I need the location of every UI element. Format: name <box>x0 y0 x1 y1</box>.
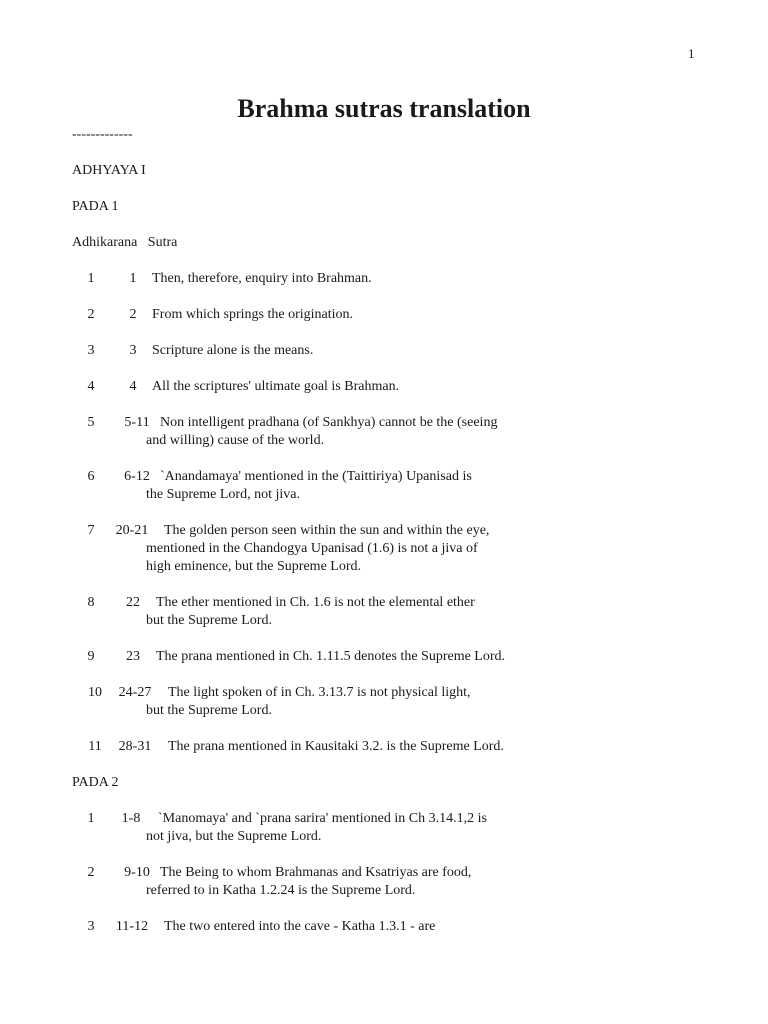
adhikarana-number: 6 <box>87 469 95 484</box>
sutra-text-continued: high eminence, but the Supreme Lord. <box>146 559 361 574</box>
sutra-text: From which springs the origination. <box>152 307 354 322</box>
adhikarana-number: 2 <box>87 307 95 322</box>
sutra-entry <box>0 810 768 850</box>
adhikarana-number: 11 <box>88 739 102 754</box>
sutra-number: 3 <box>129 343 137 358</box>
sutra-number: 20-21 <box>115 523 149 538</box>
adhikarana-number: 5 <box>87 415 95 430</box>
sutra-text: Scripture alone is the means. <box>152 343 314 358</box>
sutra-text: All the scriptures' ultimate goal is Brahman. <box>152 379 400 394</box>
sutra-number: 22 <box>126 595 140 610</box>
sutra-text-continued: not jiva, but the Supreme Lord. <box>146 829 322 844</box>
adhikarana-number: 9 <box>87 649 95 664</box>
sutra-entry <box>0 270 768 310</box>
sutra-number: 4 <box>129 379 137 394</box>
sutra-entry <box>0 414 768 454</box>
pada1-heading: PADA 1 <box>72 199 119 214</box>
column-headers: Adhikarana Sutra <box>72 235 178 250</box>
adhikarana-number: 3 <box>87 343 95 358</box>
adhikarana-number: 1 <box>87 811 95 826</box>
adhikarana-number: 8 <box>87 595 95 610</box>
sutra-text: The two entered into the cave - Katha 1.3.1 - are <box>164 919 436 934</box>
sutra-text: The prana mentioned in Ch. 1.11.5 denotes the Supreme Lord. <box>156 649 506 664</box>
sutra-number: 2 <box>129 307 137 322</box>
title-separator: ------------- <box>72 127 133 142</box>
sutra-entry <box>0 594 768 634</box>
sutra-number: 23 <box>126 649 140 664</box>
sutra-text: The golden person seen within the sun and within the eye, <box>164 523 490 538</box>
sutra-entry <box>0 468 768 508</box>
sutra-text-continued: and willing) cause of the world. <box>146 433 325 448</box>
sutra-number: 9-10 <box>124 865 150 880</box>
adhikarana-number: 2 <box>87 865 95 880</box>
adhyaya-heading: ADHYAYA I <box>72 163 146 178</box>
adhikarana-number: 4 <box>87 379 95 394</box>
sutra-text-continued: but the Supreme Lord. <box>146 613 272 628</box>
sutra-text: Then, therefore, enquiry into Brahman. <box>152 271 372 286</box>
pada2-heading: PADA 2 <box>72 775 119 790</box>
page-number: 1 <box>688 46 695 61</box>
sutra-text: The ether mentioned in Ch. 1.6 is not the elemental ether <box>156 595 475 610</box>
sutra-entry <box>0 738 768 778</box>
adhikarana-number: 10 <box>88 685 102 700</box>
sutra-text-continued: referred to in Katha 1.2.24 is the Supreme Lord. <box>146 883 416 898</box>
sutra-text: The prana mentioned in Kausitaki 3.2. is the Supreme Lord. <box>168 739 504 754</box>
sutra-number: 1-8 <box>121 811 141 826</box>
sutra-text-continued: but the Supreme Lord. <box>146 703 272 718</box>
sutra-entry <box>0 342 768 382</box>
sutra-text: Non intelligent pradhana (of Sankhya) cannot be the (seeing <box>160 415 498 430</box>
sutra-text: `Anandamaya' mentioned in the (Taittiriya) Upanisad is <box>160 469 472 484</box>
sutra-text-continued: mentioned in the Chandogya Upanisad (1.6) is not a jiva of <box>146 541 478 556</box>
sutra-number: 28-31 <box>118 739 152 754</box>
sutra-text: The light spoken of in Ch. 3.13.7 is not physical light, <box>168 685 471 700</box>
sutra-text: The Being to whom Brahmanas and Ksatriyas are food, <box>160 865 472 880</box>
sutra-text: `Manomaya' and `prana sarira' mentioned in Ch 3.14.1,2 is <box>158 811 487 826</box>
document-title: Brahma sutras translation <box>237 94 531 123</box>
sutra-text-continued: the Supreme Lord, not jiva. <box>146 487 300 502</box>
sutra-number: 11-12 <box>115 919 149 934</box>
sutra-entry <box>0 522 768 580</box>
sutra-entry <box>0 378 768 418</box>
sutra-number: 24-27 <box>118 685 152 700</box>
adhikarana-number: 1 <box>87 271 95 286</box>
sutra-entry <box>0 918 768 958</box>
adhikarana-number: 3 <box>87 919 95 934</box>
sutra-number: 5-11 <box>124 415 150 430</box>
sutra-entry <box>0 306 768 346</box>
sutra-entry <box>0 684 768 724</box>
sutra-number: 1 <box>129 271 137 286</box>
sutra-number: 6-12 <box>124 469 150 484</box>
sutra-entry <box>0 864 768 904</box>
sutra-entry <box>0 648 768 688</box>
adhikarana-number: 7 <box>87 523 95 538</box>
